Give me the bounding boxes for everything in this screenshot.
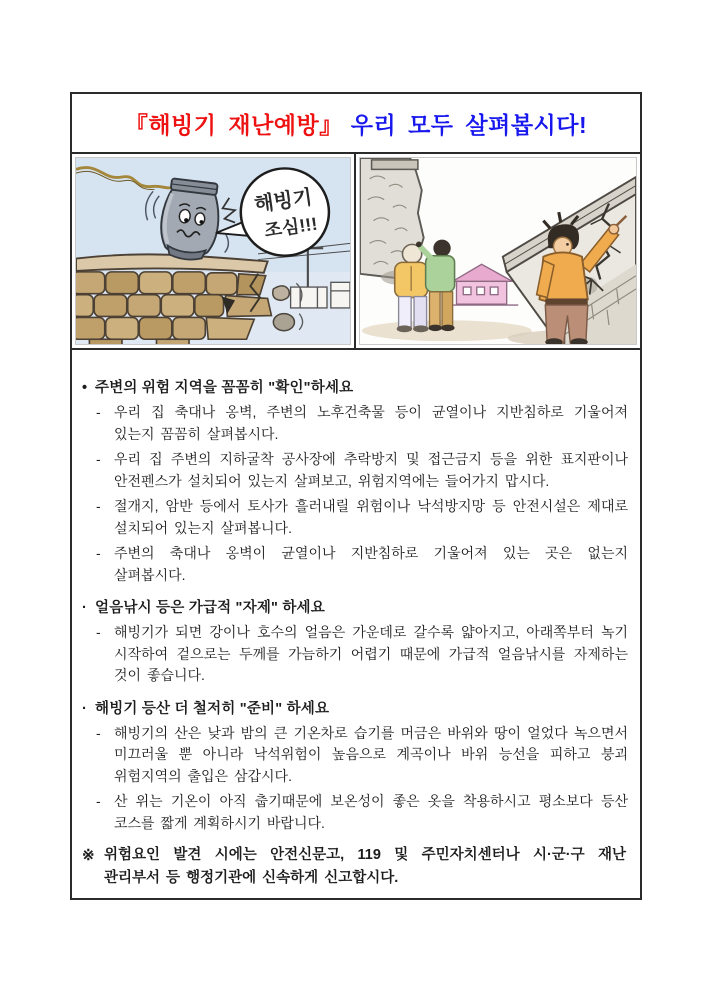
speech-text-line1: 해빙기: [252, 186, 314, 217]
page-title: [72, 94, 640, 154]
cartoon-left-jar-on-wall: [72, 154, 356, 348]
dash-marker: -: [96, 724, 101, 741]
cartoon-strip: [72, 154, 640, 350]
list-item-text: 절개지, 암반 등에서 토사가 흘러내릴 위험이나 낙석방지망 등 안전시설은 제대로 설치되어 있는지 살펴봅니다.: [114, 498, 628, 536]
list-item: [82, 723, 630, 788]
section-heading-text: 해빙기 등산 더 철저히 "준비" 하세요: [95, 700, 330, 717]
list-item: [82, 449, 630, 492]
list-item: [82, 496, 630, 539]
bullet-marker: ·: [82, 600, 88, 616]
report-notice: [82, 844, 630, 890]
bullet-marker: •: [82, 380, 88, 396]
list-item: [82, 622, 630, 687]
list-item-text: 산 위는 기온이 아직 춥기때문에 보온성이 좋은 옷을 착용하시고 평소보다 등산 코스를 짧게 계획하시기 바랍니다.: [114, 793, 628, 831]
list-item: [82, 543, 630, 586]
cartoon-right-wall-inspection: [356, 154, 640, 348]
list-item: [82, 402, 630, 445]
dash-marker: -: [96, 451, 101, 467]
section-check-surroundings: [82, 376, 630, 586]
list-item-text: 해빙기가 되면 강이나 호수의 얼음은 가운데로 갈수록 얇아지고, 아래쪽부터 녹기 시작하여 겉으로는 두께를 가늠하기 어렵기 때문에 가급적 얼음낚시를 자제하는 것이 좋습니다.: [114, 624, 628, 683]
jar-cartoon-image: [75, 157, 351, 345]
section-ice-fishing: [82, 596, 630, 687]
title-blue-part: 우리 모두 살펴봅시다!: [350, 111, 588, 138]
section-heading-text: 주변의 위험 지역을 꼼꼼히 "확인"하세요: [95, 380, 354, 396]
dash-marker: -: [96, 498, 101, 514]
section-heading: [82, 697, 630, 721]
list-item-text: 우리 집 축대나 옹벽, 주변의 노후건축물 등이 균열이나 지반침하로 기울어져 있는지 꼼꼼히 살펴봅시다.: [114, 404, 628, 442]
dash-marker: -: [96, 793, 101, 809]
list-item-text: 우리 집 주변의 지하굴착 공사장에 추락방지 및 접근금지 등을 위한 표지판이나 안전펜스가 설치되어 있는지 살펴보고, 위험지역에는 들어가지 맙시다.: [114, 451, 628, 489]
body-text: [72, 350, 640, 898]
list-item: [82, 791, 630, 834]
dash-marker: -: [96, 624, 101, 640]
poster-frame: [70, 92, 642, 900]
title-red-part: 『해빙기 재난예방』: [124, 111, 343, 138]
stone-wall: [75, 254, 271, 345]
dash-marker: -: [96, 545, 101, 561]
inspection-cartoon-image: [359, 157, 637, 345]
list-item-text: 주변의 축대나 옹벽이 균열이나 지반침하로 기울어져 있는 곳은 없는지 살펴봅시다.: [114, 545, 628, 583]
section-heading: [82, 376, 630, 400]
section-heading: [82, 596, 630, 620]
bullet-marker: ·: [82, 700, 88, 717]
reference-mark: ※: [82, 847, 95, 864]
dash-marker: -: [96, 404, 101, 420]
notice-text: 위험요인 발견 시에는 안전신문고, 119 및 주민자치센터나 시·군·구 재난 관리부서 등 행정기관에 신속하게 신고합시다.: [104, 847, 626, 886]
speech-text-line2: 조심!!!: [263, 213, 319, 241]
section-heading-text: 얼음낚시 등은 가급적 "자제" 하세요: [95, 600, 325, 616]
section-hiking-preparation: [82, 697, 630, 835]
list-item-text: 해빙기의 산은 낮과 밤의 큰 기온차로 습기를 머금은 바위와 땅이 얼었다 녹으면서 미끄러울 뿐 아니라 낙석위험이 높음으로 계곡이나 바위 능선을 피하고 붕괴 위험지역의 출입은 삼갑시다.: [114, 724, 628, 784]
